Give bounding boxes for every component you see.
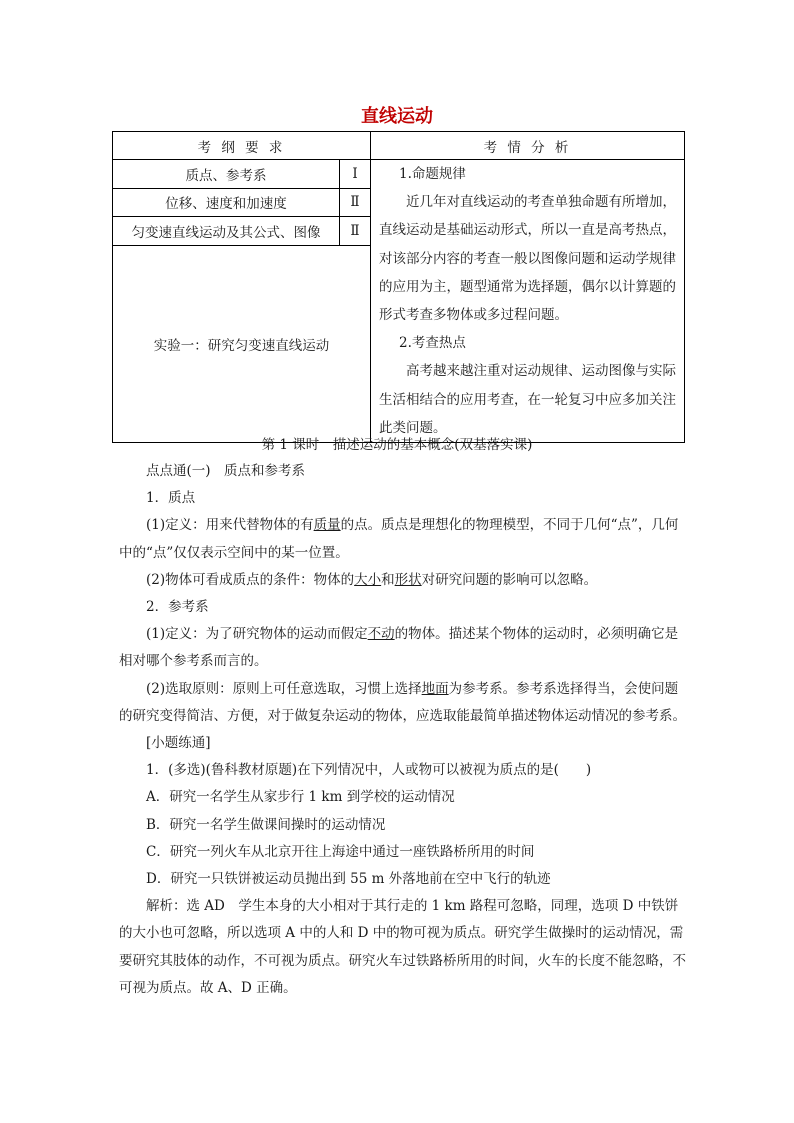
subsection-title: 1．质点 — [146, 490, 196, 507]
level-cell: Ⅰ — [340, 160, 371, 189]
option-d: D．研究一只铁饼被运动员抛出到 55 m 外落地前在空中飞行的轨迹 — [146, 871, 551, 888]
level-cell: Ⅱ — [340, 188, 371, 217]
option-a: A．研究一名学生从家步行 1 km 到学校的运动情况 — [146, 789, 455, 806]
exam-outline-table — [112, 131, 685, 443]
analysis-paragraph: 近几年对直线运动的考查单独命题有所增加，直线运动是基础运动形式，所以一直是高考热点，对该部分内容的考查一般以图像问题和运动学规律的应用为主，题型通常为选择题，偶尔以计算题的形式考查多物体或多过程问题。 — [379, 194, 676, 324]
topic-cell: 位移、速度和加速度 — [113, 188, 340, 217]
header-requirements: 考 纲 要 求 — [113, 132, 371, 160]
section-heading: 点点通(一) 质点和参考系 — [146, 463, 306, 479]
option-b: B．研究一名学生做课间操时的运动情况 — [146, 816, 386, 833]
topic-cell: 质点、参考系 — [113, 160, 340, 189]
analysis-cell — [371, 160, 685, 443]
paragraph: (1)定义：为了研究物体的运动而假定不动的物体。描述某个物体的运动时，必须明确它是相对哪个参考系而言的。 — [119, 626, 679, 670]
table-row — [113, 160, 685, 189]
paragraph: (2)选取原则：原则上可任意选取，习惯上选择地面为参考系。参考系选择得当，会使问题的研究变得简洁、方便，对于做复杂运动的物体，应选取能最简单描述物体运动情况的参考系。 — [119, 680, 686, 724]
analysis-heading: 2.考查热点 — [399, 335, 466, 352]
experiment-cell: 实验一：研究匀变速直线运动 — [113, 245, 371, 443]
answer-explanation: 解析：选 AD 学生本身的大小相对于其行走的 1 km 路程可忽略，同理，选项 D 中铁饼的大小也可忽略，所以选项 A 中的人和 D 中的物可视为质点。研究学生做操时的运动情况，需要研究其肢体的动作，不可视为质点。研究火车过铁路桥所用的时间，火车的长度不能忽略，不可视为质点。故 A、D 正确。 — [119, 898, 686, 996]
option-c: C．研究一列火车从北京开往上海途中通过一座铁路桥所用的时间 — [146, 843, 535, 860]
paragraph: (1)定义：用来代替物体的有质量的点。质点是理想化的物理模型，不同于几何“点”，几何中的“点”仅仅表示空间中的某一位置。 — [119, 517, 679, 561]
lesson-content — [119, 458, 687, 1002]
topic-cell: 匀变速直线运动及其公式、图像 — [113, 217, 340, 246]
underlined-term: 大小 — [354, 571, 382, 588]
level-cell: Ⅱ — [340, 217, 371, 246]
underlined-term: 质量 — [313, 517, 341, 534]
analysis-paragraph: 高考越来越注重对运动规律、运动图像与实际生活相结合的应用考查，在一轮复习中应多加关注此类问题。 — [379, 363, 676, 436]
analysis-heading: 1.命题规律 — [399, 166, 466, 182]
paragraph: (2)物体可看成质点的条件：物体的大小和形状对研究问题的影响可以忽略。 — [146, 571, 598, 588]
subsection-title: 2．参考系 — [146, 599, 209, 616]
header-analysis: 考 情 分 析 — [371, 132, 685, 160]
underlined-term: 地面 — [421, 680, 449, 697]
lesson-title: 第 1 课时 描述运动的基本概念(双基落实课) — [261, 437, 533, 453]
practice-heading: [小题练通] — [146, 735, 211, 752]
table-header-row — [113, 132, 685, 160]
underlined-term: 形状 — [394, 571, 422, 588]
document-title: 直线运动 — [361, 106, 433, 127]
question: 1．(多选)(鲁科教材原题)在下列情况中，人或物可以被视为质点的是( ) — [146, 762, 592, 779]
underlined-term: 不动 — [367, 626, 395, 643]
